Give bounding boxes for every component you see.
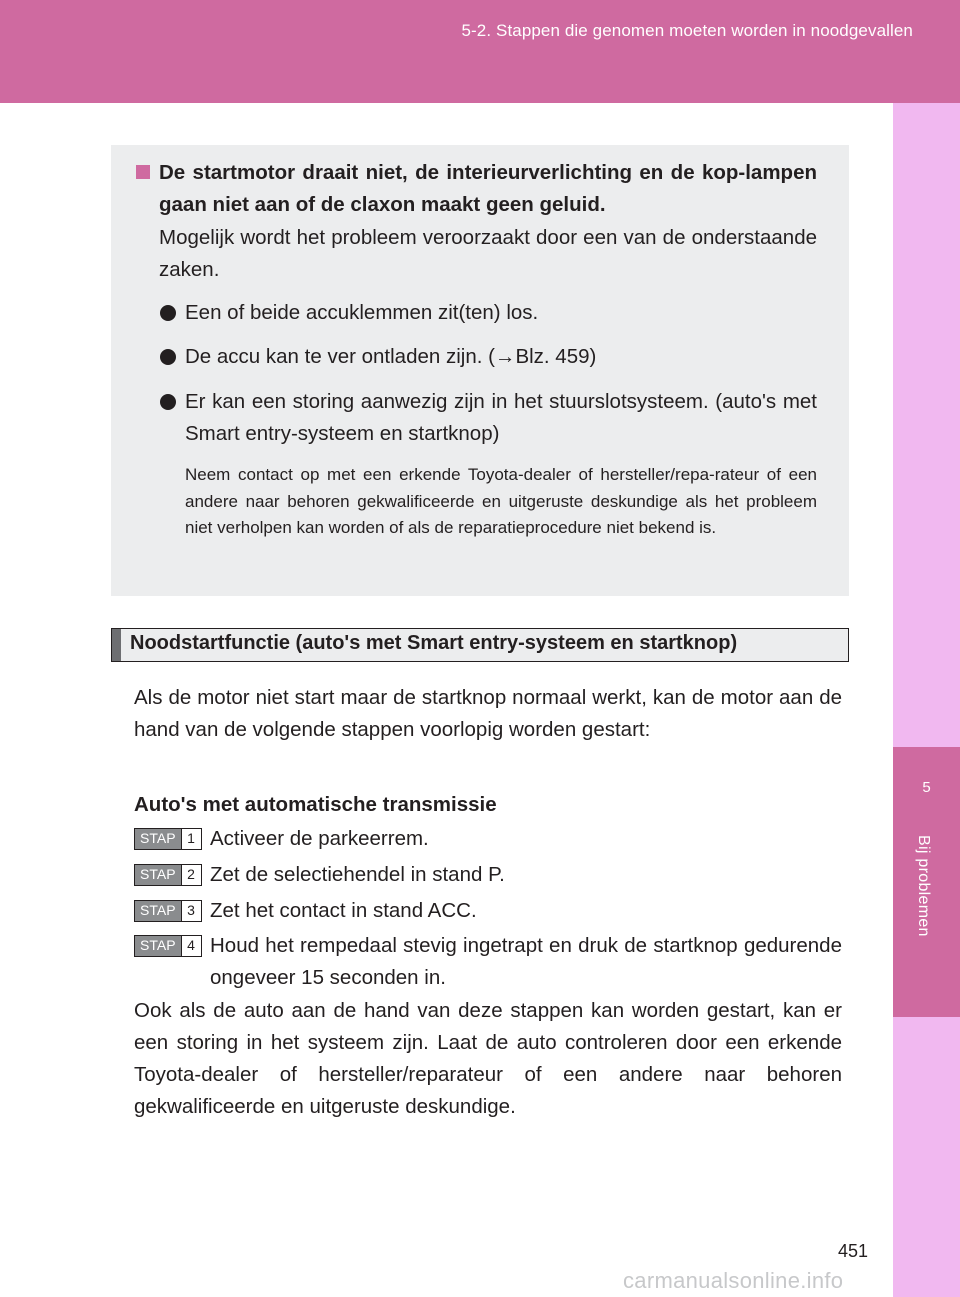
- step-badge-word: STAP: [135, 936, 181, 956]
- section-heading-text: Noodstartfunctie (auto's met Smart entry-systeem en startknop): [130, 632, 738, 654]
- chapter-label-wrap: [893, 835, 960, 995]
- bullet-dot-icon: [160, 394, 176, 410]
- step-badge-word: STAP: [135, 829, 181, 849]
- step-3-text: Zet het contact in stand ACC.: [210, 899, 477, 922]
- section-heading: [111, 628, 849, 662]
- section-intro: Als de motor niet start maar de startknop normaal werkt, kan de motor aan de hand van de volgende stappen voorlopig worden gestart:: [134, 686, 842, 741]
- chapter-number: 5: [922, 779, 931, 796]
- page-number: 451: [838, 1241, 869, 1261]
- info-box-note: Neem contact op met een erkende Toyota-dealer of hersteller/repa-rateur of een andere naar behoren gekwalificeerde en uitgeruste deskundige als het probleem niet verholpen kan worden of als de reparatieprocedure niet bekend is.: [185, 465, 817, 537]
- header-section-title: 5-2. Stappen die genomen moeten worden in noodgevallen: [461, 21, 913, 40]
- bullet-dot-icon: [160, 305, 176, 321]
- bullet-dot-icon: [160, 349, 176, 365]
- step-badge-2: [134, 864, 202, 886]
- section-heading-bar: [112, 629, 121, 661]
- header-band: [0, 0, 960, 103]
- info-box-intro: Mogelijk wordt het probleem veroorzaakt door een van de onderstaande zaken.: [159, 226, 817, 281]
- section-closing: Ook als de auto aan de hand van deze stappen kan worden gestart, kan er een storing in het systeem zijn. Laat de auto controleren door een erkende Toyota-dealer of hersteller/reparateur of een andere naar behoren gekwalificeerde en uitgeruste deskundige.: [134, 999, 842, 1118]
- info-box-heading: De startmotor draait niet, de interieurverlichting en de kop-lampen gaan niet aan of de claxon maakt geen geluid.: [159, 161, 817, 216]
- info-box-bullet-1: Een of beide accuklemmen zit(ten) los.: [185, 301, 539, 324]
- step-badge-number: 1: [181, 829, 201, 849]
- step-badge-word: STAP: [135, 865, 181, 885]
- step-badge-1: [134, 828, 202, 850]
- step-badge-word: STAP: [135, 901, 181, 921]
- step-badge-number: 2: [181, 865, 201, 885]
- step-badge-number: 3: [181, 901, 201, 921]
- step-badge-4: [134, 935, 202, 957]
- section-subheading: Auto's met automatische transmissie: [134, 793, 497, 816]
- step-1-text: Activeer de parkeerrem.: [210, 827, 429, 850]
- step-2-text: Zet de selectiehendel in stand P.: [210, 863, 505, 886]
- chapter-label: Bij problemen: [915, 835, 932, 937]
- step-badge-3: [134, 900, 202, 922]
- square-bullet-icon: [136, 165, 150, 179]
- watermark: carmanualsonline.info: [623, 1268, 844, 1293]
- side-strip: [893, 103, 960, 1297]
- step-4-text: Houd het rempedaal stevig ingetrapt en druk de startknop gedurende ongeveer 15 seconden in.: [210, 934, 842, 989]
- info-box-bullet-2: De accu kan te ver ontladen zijn. (→Blz. 459): [185, 345, 597, 368]
- step-badge-number: 4: [181, 936, 201, 956]
- info-box-bullet-3: Er kan een storing aanwezig zijn in het stuurslotsysteem. (auto's met Smart entry-systeem en startknop): [185, 390, 817, 445]
